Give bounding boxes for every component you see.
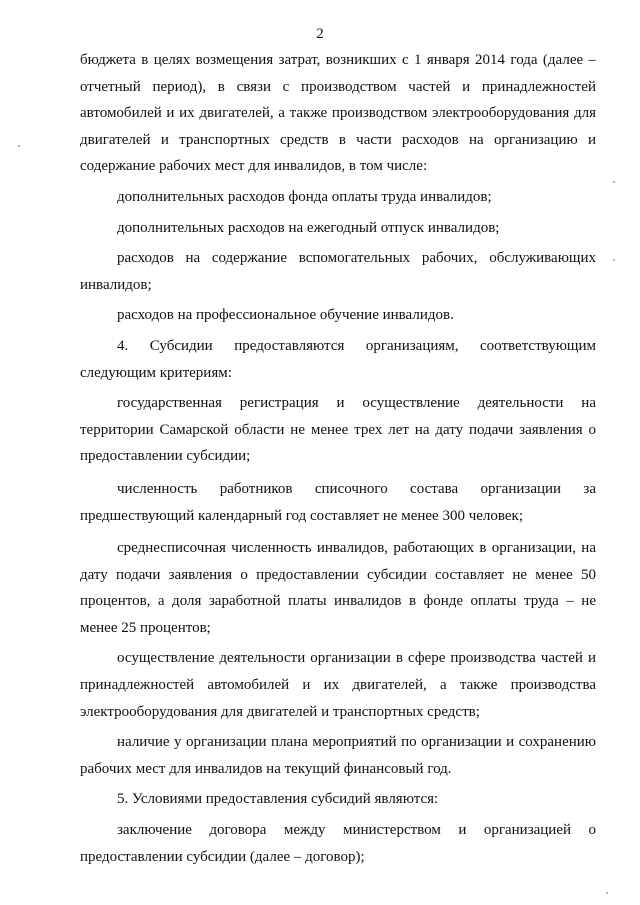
paragraph-employee-count-criterion: численность работников списочного состава организации за предшествующий календарный год составляет не менее 300 человек; <box>80 480 596 524</box>
paragraph-support-workers-costs: расходов на содержание вспомогательных рабочих, обслуживающих инвалидов; <box>80 250 596 293</box>
paragraph-additional-wage-costs: дополнительных расходов фонда оплаты труда инвалидов; <box>117 188 492 205</box>
paragraph-conditions-heading: 5. Условиями предоставления субсидий являются: <box>117 791 439 808</box>
paragraph-criteria-heading: 4. Субсидии предоставляются организациям, соответствующим следующим критериям: <box>80 337 596 381</box>
scan-speck <box>18 145 20 147</box>
paragraph-disabled-share-criterion: среднесписочная численность инвалидов, работающих в организации, на дату подачи заявления о предоставлении субсидии составляет не менее 50 процентов, а доля заработной платы инвалидов в фонде оплаты труда – не менее 25 процентов; <box>80 540 596 636</box>
page-number: 2 <box>316 26 324 42</box>
paragraph-annual-leave-costs: дополнительных расходов на ежегодный отпуск инвалидов; <box>117 219 500 236</box>
scan-speck <box>613 181 615 183</box>
scan-speck <box>613 259 615 261</box>
paragraph-workplace-plan-criterion: наличие у организации плана мероприятий по организации и сохранению рабочих мест для инвалидов на текущий финансовый год. <box>80 734 596 777</box>
paragraph-agreement-condition: заключение договора между министерством и организацией о предоставлении субсидии (далее – договор); <box>80 822 596 865</box>
paragraph-registration-criterion: государственная регистрация и осуществление деятельности на территории Самарской области не менее трех лет на дату подачи заявления о предоставлении субсидии; <box>80 395 596 465</box>
document-body <box>80 47 596 870</box>
paragraph-activity-criterion: осуществление деятельности организации в сфере производства частей и принадлежностей автомобилей и их двигателей, а также производства электрооборудования для двигателей и транспортных средств; <box>80 650 596 720</box>
scan-speck <box>606 892 608 894</box>
paragraph-training-costs: расходов на профессиональное обучение инвалидов. <box>117 307 454 324</box>
paragraph-budget-continuation: бюджета в целях возмещения затрат, возникших с 1 января 2014 года (далее – отчетный период), в связи с производством частей и принадлежностей автомобилей и их двигателей, а также производством электрооборудования для двигателей и транспортных средств в части расходов на организацию и содержание рабочих мест для инвалидов, в том числе: <box>80 52 596 175</box>
